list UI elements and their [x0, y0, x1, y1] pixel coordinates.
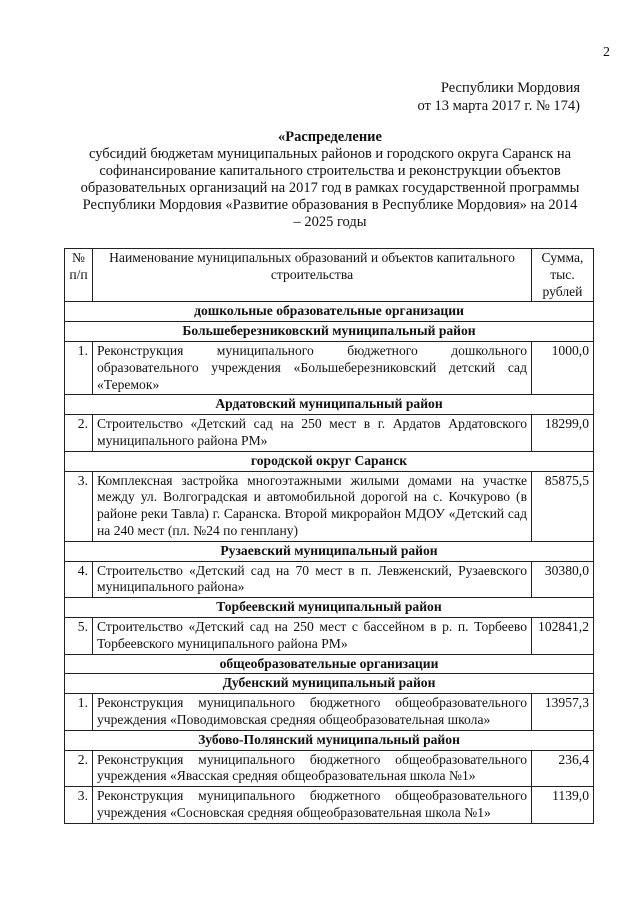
row-number: 3. — [65, 787, 93, 824]
title-head: «Распределение — [278, 129, 382, 145]
subsidy-amount: 13957,3 — [532, 694, 594, 731]
col-header-number: № п/п — [65, 249, 93, 302]
title-line: субсидий бюджетам муниципальных районов и городского округа Саранск на — [88, 146, 572, 162]
district-row — [65, 598, 594, 618]
table-row — [65, 471, 594, 541]
title-line: софинансирование капитального строительства и реконструкции объектов — [99, 163, 561, 179]
row-number: 2. — [65, 750, 93, 787]
table-row — [65, 341, 594, 394]
row-number: 1. — [65, 694, 93, 731]
subsidy-amount: 1000,0 — [532, 341, 594, 394]
table-row — [65, 787, 594, 824]
subsidy-amount: 30380,0 — [532, 561, 594, 598]
table-header-row — [65, 249, 594, 302]
object-name: Строительство «Детский сад на 70 мест в п. Левженский, Рузаевского муниципального района» — [93, 561, 532, 598]
row-number: 2. — [65, 415, 93, 452]
table-row — [65, 617, 594, 654]
object-name: Реконструкция муниципального бюджетного общеобразовательного учреждения «Поводимовская средняя общеобразовательная школа» — [93, 694, 532, 731]
object-name: Комплексная застройка многоэтажными жилыми домами на участке между ул. Волгоградская и автомобильной дорогой на с. Кочкурово (в районе реки Тавла) г. Саранска. Второй микрорайон МДОУ «Детский сад на 240 мест (пл. №24 по генплану) — [93, 471, 532, 541]
section-general: общеобразовательные организации — [65, 654, 594, 674]
district-row — [65, 730, 594, 750]
object-name: Строительство «Детский сад на 250 мест в г. Ардатов Ардатовского муниципального района РМ» — [93, 415, 532, 452]
district-row — [65, 451, 594, 471]
district-name: Большеберезниковский муниципальный район — [65, 322, 594, 342]
district-name: Ардатовский муниципальный район — [65, 395, 594, 415]
row-number: 5. — [65, 617, 93, 654]
title-line: образовательных организаций на 2017 год в рамках государственной программы — [80, 180, 580, 196]
header-republic: Республики Мордовия — [440, 80, 580, 96]
subsidy-amount: 102841,2 — [532, 617, 594, 654]
section-row — [65, 302, 594, 322]
table-row — [65, 561, 594, 598]
object-name: Реконструкция муниципального бюджетного дошкольного образовательного учреждения «Большеберезниковский детский сад «Теремок» — [93, 341, 532, 394]
row-number: 1. — [65, 341, 93, 394]
row-number: 3. — [65, 471, 93, 541]
district-row — [65, 674, 594, 694]
section-row — [65, 654, 594, 674]
col-header-sum: Сумма, тыс. рублей — [532, 249, 594, 302]
subsidy-amount: 18299,0 — [532, 415, 594, 452]
object-name: Реконструкция муниципального бюджетного общеобразовательного учреждения «Сосновская средняя общеобразовательная школа №1» — [93, 787, 532, 824]
page-number: 2 — [603, 45, 610, 60]
object-name: Строительство «Детский сад на 250 мест с бассейном в р. п. Торбеево Торбеевского муниципального района РМ» — [93, 617, 532, 654]
subsidy-table — [64, 248, 594, 824]
table-row — [65, 415, 594, 452]
district-name: Зубово-Полянский муниципальный район — [65, 730, 594, 750]
object-name: Реконструкция муниципального бюджетного общеобразовательного учреждения «Явасская средняя общеобразовательная школа №1» — [93, 750, 532, 787]
table-row — [65, 694, 594, 731]
district-name: Дубенский муниципальный район — [65, 674, 594, 694]
section-preschool: дошкольные образовательные организации — [65, 302, 594, 322]
subsidy-amount: 236,4 — [532, 750, 594, 787]
title-line: Республики Мордовия «Развитие образования в Республике Мордовия» на 2014 — [82, 197, 578, 213]
district-row — [65, 541, 594, 561]
district-row — [65, 322, 594, 342]
subsidy-amount: 1139,0 — [532, 787, 594, 824]
district-name: городской округ Саранск — [65, 451, 594, 471]
row-number: 4. — [65, 561, 93, 598]
title-line: – 2025 годы — [293, 214, 367, 230]
district-name: Рузаевский муниципальный район — [65, 541, 594, 561]
district-row — [65, 395, 594, 415]
table-row — [65, 750, 594, 787]
district-name: Торбеевский муниципальный район — [65, 598, 594, 618]
document-title — [70, 129, 590, 231]
subsidy-amount: 85875,5 — [532, 471, 594, 541]
header-decree-date: от 13 марта 2017 г. № 174) — [417, 98, 580, 114]
col-header-name: Наименование муниципальных образований и объектов капитального строительства — [93, 249, 532, 302]
